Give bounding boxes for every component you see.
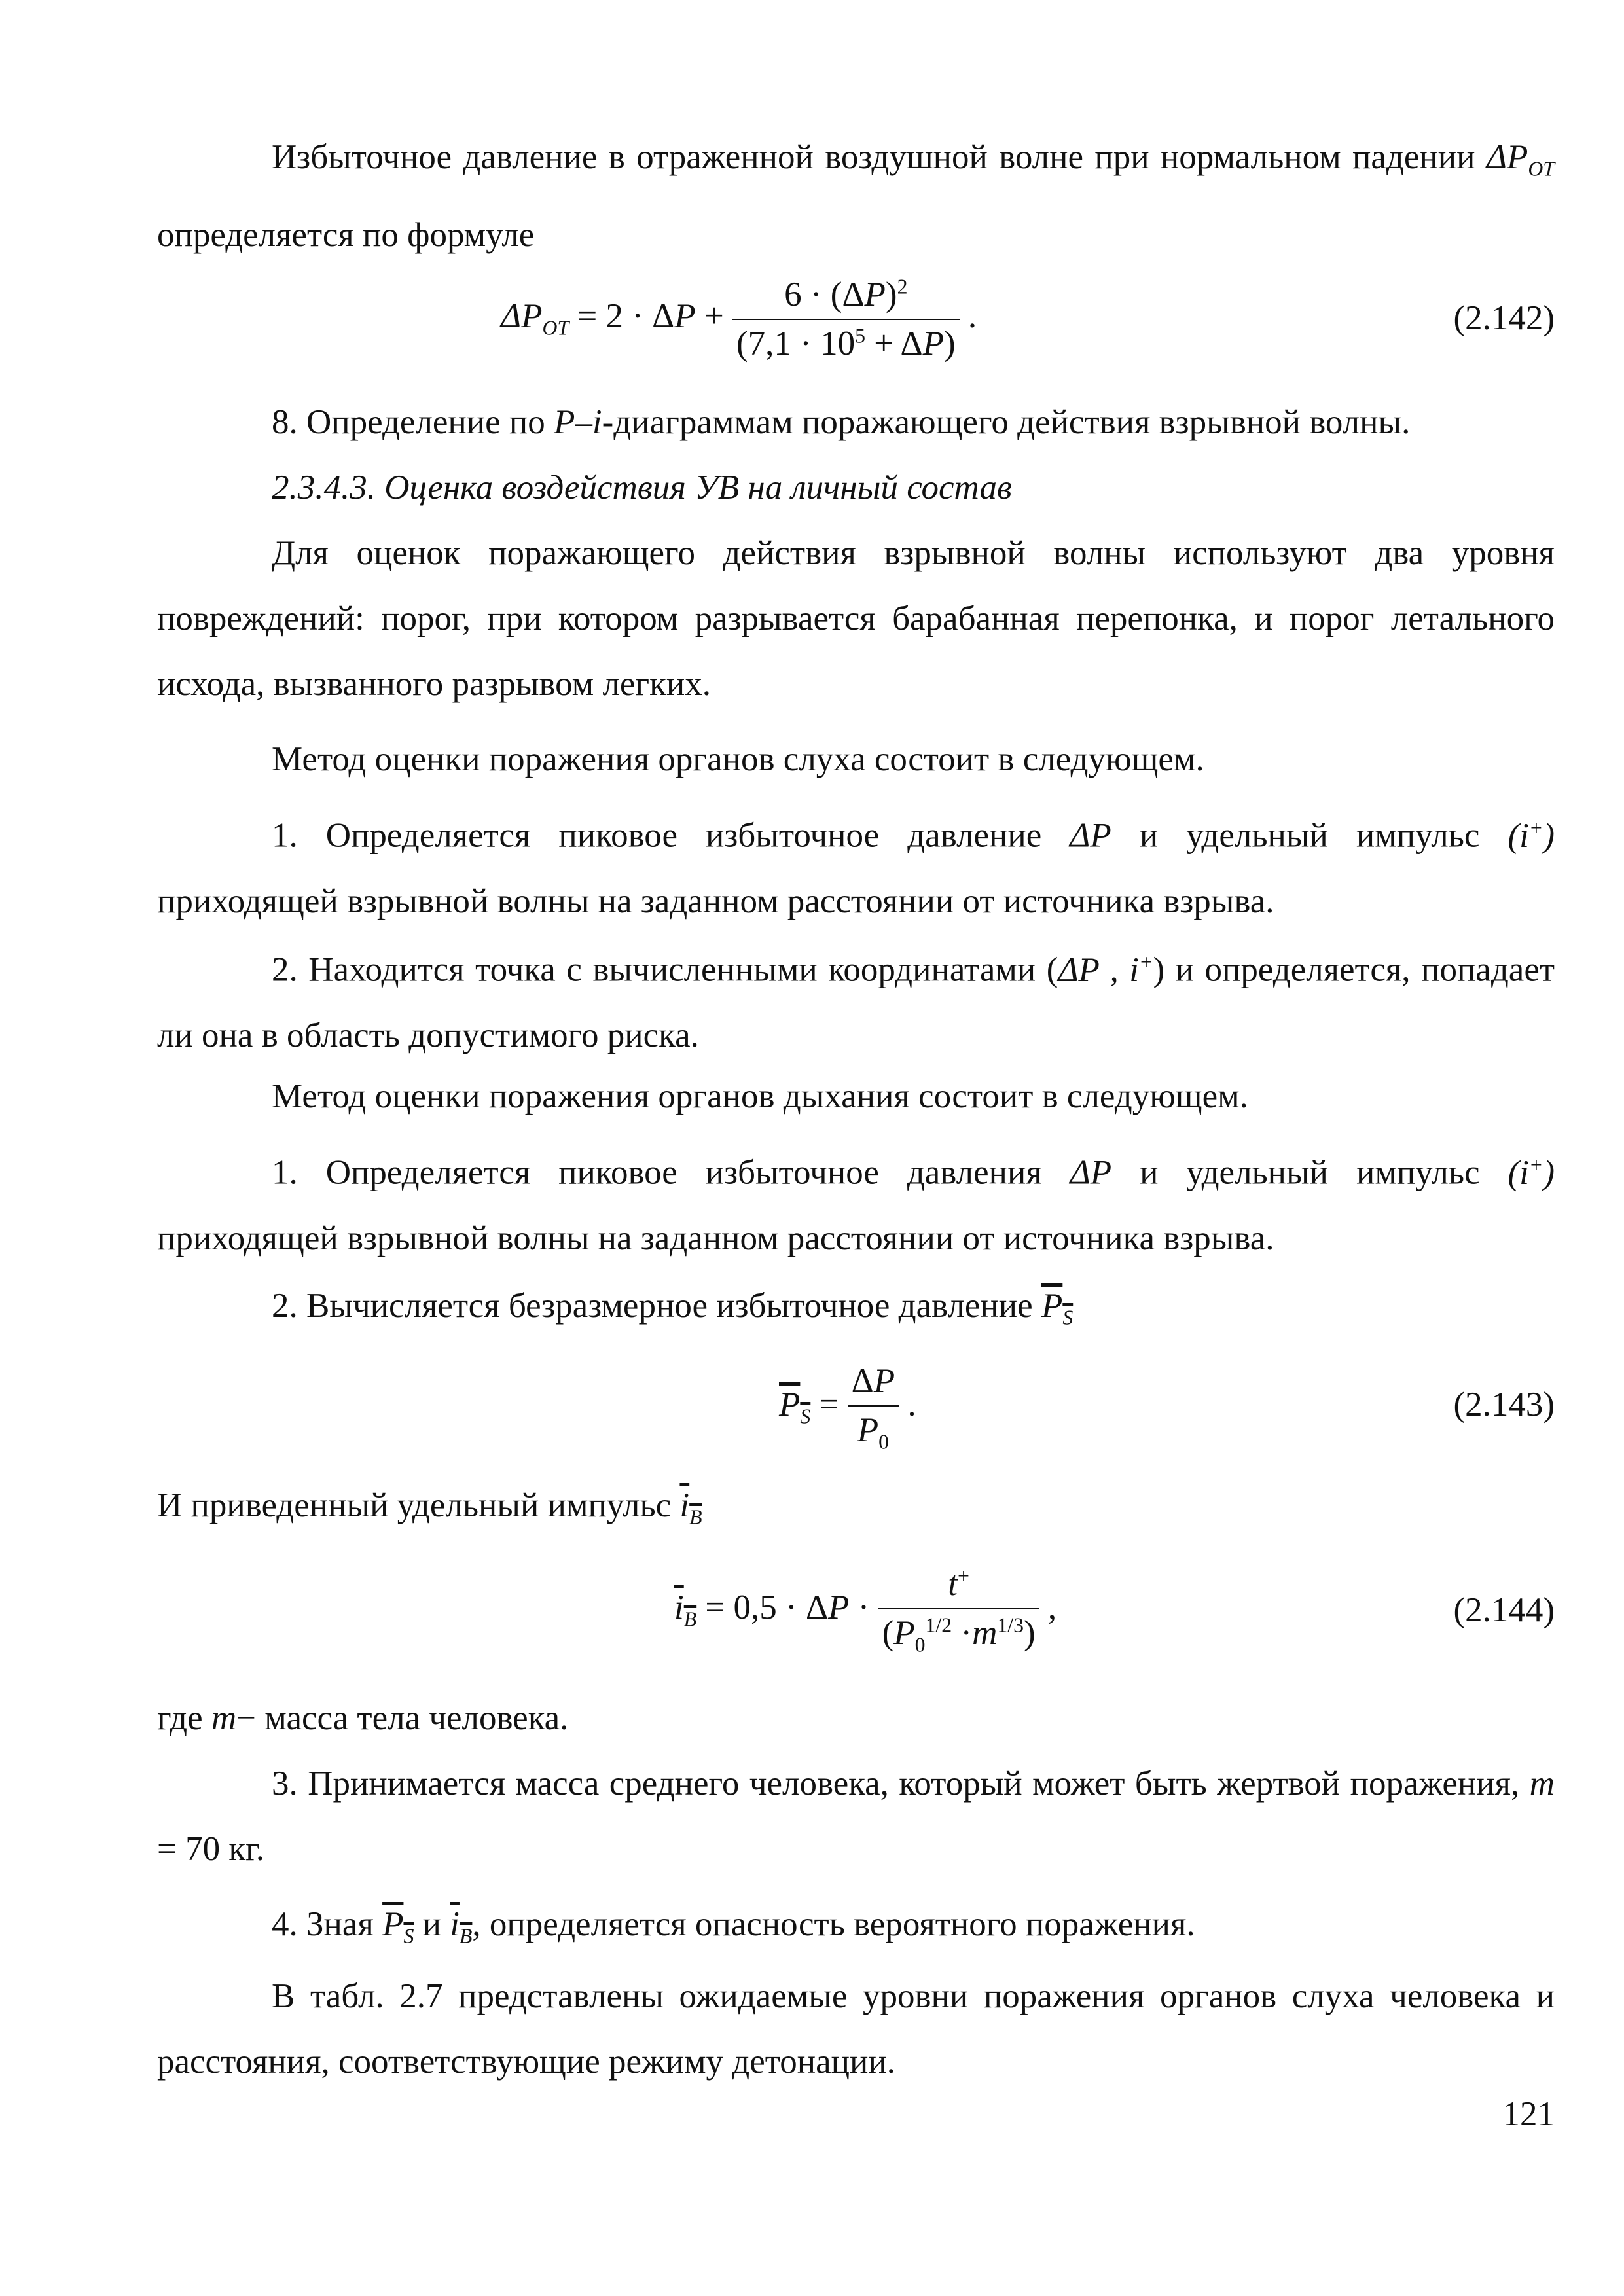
paragraph-breathing-step-2 [157,1273,1555,1351]
page-number: 121 [1502,2095,1555,2133]
paragraph-hearing-step-1 [157,795,1555,934]
text-run: приходящей взрывной волны на заданном расстоянии от источника взрыва. [157,882,1274,920]
equation-number: (2.142) [1453,299,1555,337]
delta-p-ot-symbol: $\Delta P_{ОТ}$ [1486,138,1555,181]
text-run: -диаграммам поражающего действия взрывной волны. [602,403,1411,441]
text-run: определяется по формуле [157,215,535,254]
ps-bar-symbol: $P_S$ [1041,1287,1074,1329]
paragraph-table-reference: В табл. 2.7 представлены ожидаемые уровни поражения органов слуха человека и расстояния, соответствующие режиму детонации. [157,1977,1555,2081]
formula-expression: $i_B = 0,5 \cdot \Delta P$ · $\frac{t^+}{(P_0^{1/2} \cdot m^{1/3})}$ , [674,1564,1057,1657]
text-run: где [157,1699,211,1737]
formula-expression: $P_S$ = $\frac{\Delta P}{P_0}$ . [779,1362,916,1454]
impulse-symbol: (i+) [1507,1153,1555,1192]
paragraph-step-3 [157,1751,1555,1882]
section-heading: 2.3.4.3. Оценка воздействия УВ на личный состав [272,469,1012,507]
equation-number: (2.143) [1453,1386,1555,1424]
text-run: приходящей взрывной волны на заданном расстоянии от источника взрыва. [157,1219,1274,1257]
text-run: И приведенный удельный импульс [157,1486,680,1524]
text-run: 3. Принимается масса среднего человека, который может быть жертвой поражения, [272,1765,1530,1803]
text-run: Избыточное давление в отраженной воздушной волне при нормальном падении [272,138,1487,176]
paragraph-step-4 [157,1892,1555,1969]
text-run: ) и определяется, попадает ли она в область допустимого риска. [157,950,1555,1054]
text-run: и [414,1905,450,1943]
paragraph-hearing-step-2 [157,929,1555,1068]
mass-value: m = 70 [157,1765,1555,1868]
paragraph-breathing-method: Метод оценки поражения органов дыхания состоит в следующем. [272,1077,1248,1115]
text-run: 2. Вычисляется безразмерное избыточное давление [272,1287,1041,1325]
paragraph-reduced-impulse [157,1473,702,1551]
formula-expression: $\Delta P_{ОТ} = 2 \cdot \Delta P$ + $\frac{6 \cdot (\Delta P)^2}{(7,1 \cdot 10^5 + \Delta P)}$ . [501,275,977,363]
ib-bar-symbol: $i_B$ [679,1486,702,1529]
text-run: кг. [220,1830,265,1868]
text-run: 2. Находится точка с вычисленными координатами ( [272,950,1058,989]
text-run: − масса тела человека. [236,1699,569,1737]
formula-2-144 [157,1564,1555,1662]
mass-symbol: m [211,1699,237,1737]
text-run: 1. Определяется пиковое избыточное давление [272,816,1070,855]
text-run: 8. Определение по [272,403,554,441]
formula-2-143 [157,1361,1555,1453]
coordinates-symbol: ΔP , i+ [1058,950,1153,989]
text-run: и удельный импульс [1111,816,1508,855]
p-i-symbol: P–i [554,403,602,441]
formula-2-142 [157,275,1555,367]
paragraph-item-8 [157,389,1555,455]
delta-p-symbol: ΔP [1070,1153,1112,1192]
text-run: , определяется опасность вероятного поражения. [472,1905,1195,1943]
equation-number: (2.144) [1453,1591,1555,1629]
paragraph-damage-levels: Для оценок поражающего действия взрывной волны используют два уровня повреждений: порог, при котором разрывается барабанная перепонка, и порог летального исхода, вызванного разрывом легких. [157,534,1555,703]
ps-bar-symbol: $P_S$ [382,1905,414,1948]
text-run: 4. Зная [272,1905,383,1943]
paragraph-breathing-step-1 [157,1132,1555,1271]
delta-p-symbol: ΔP [1070,816,1111,855]
paragraph-mass-definition [157,1685,568,1751]
impulse-symbol: (i+) [1507,816,1555,855]
ib-bar-symbol: $i_B$ [450,1905,473,1948]
text-run: 1. Определяется пиковое избыточное давления [272,1153,1070,1192]
paragraph-hearing-method: Метод оценки поражения органов слуха состоит в следующем. [272,740,1204,778]
paragraph-reflected-pressure [157,124,1555,268]
text-run: и удельный импульс [1111,1153,1508,1192]
